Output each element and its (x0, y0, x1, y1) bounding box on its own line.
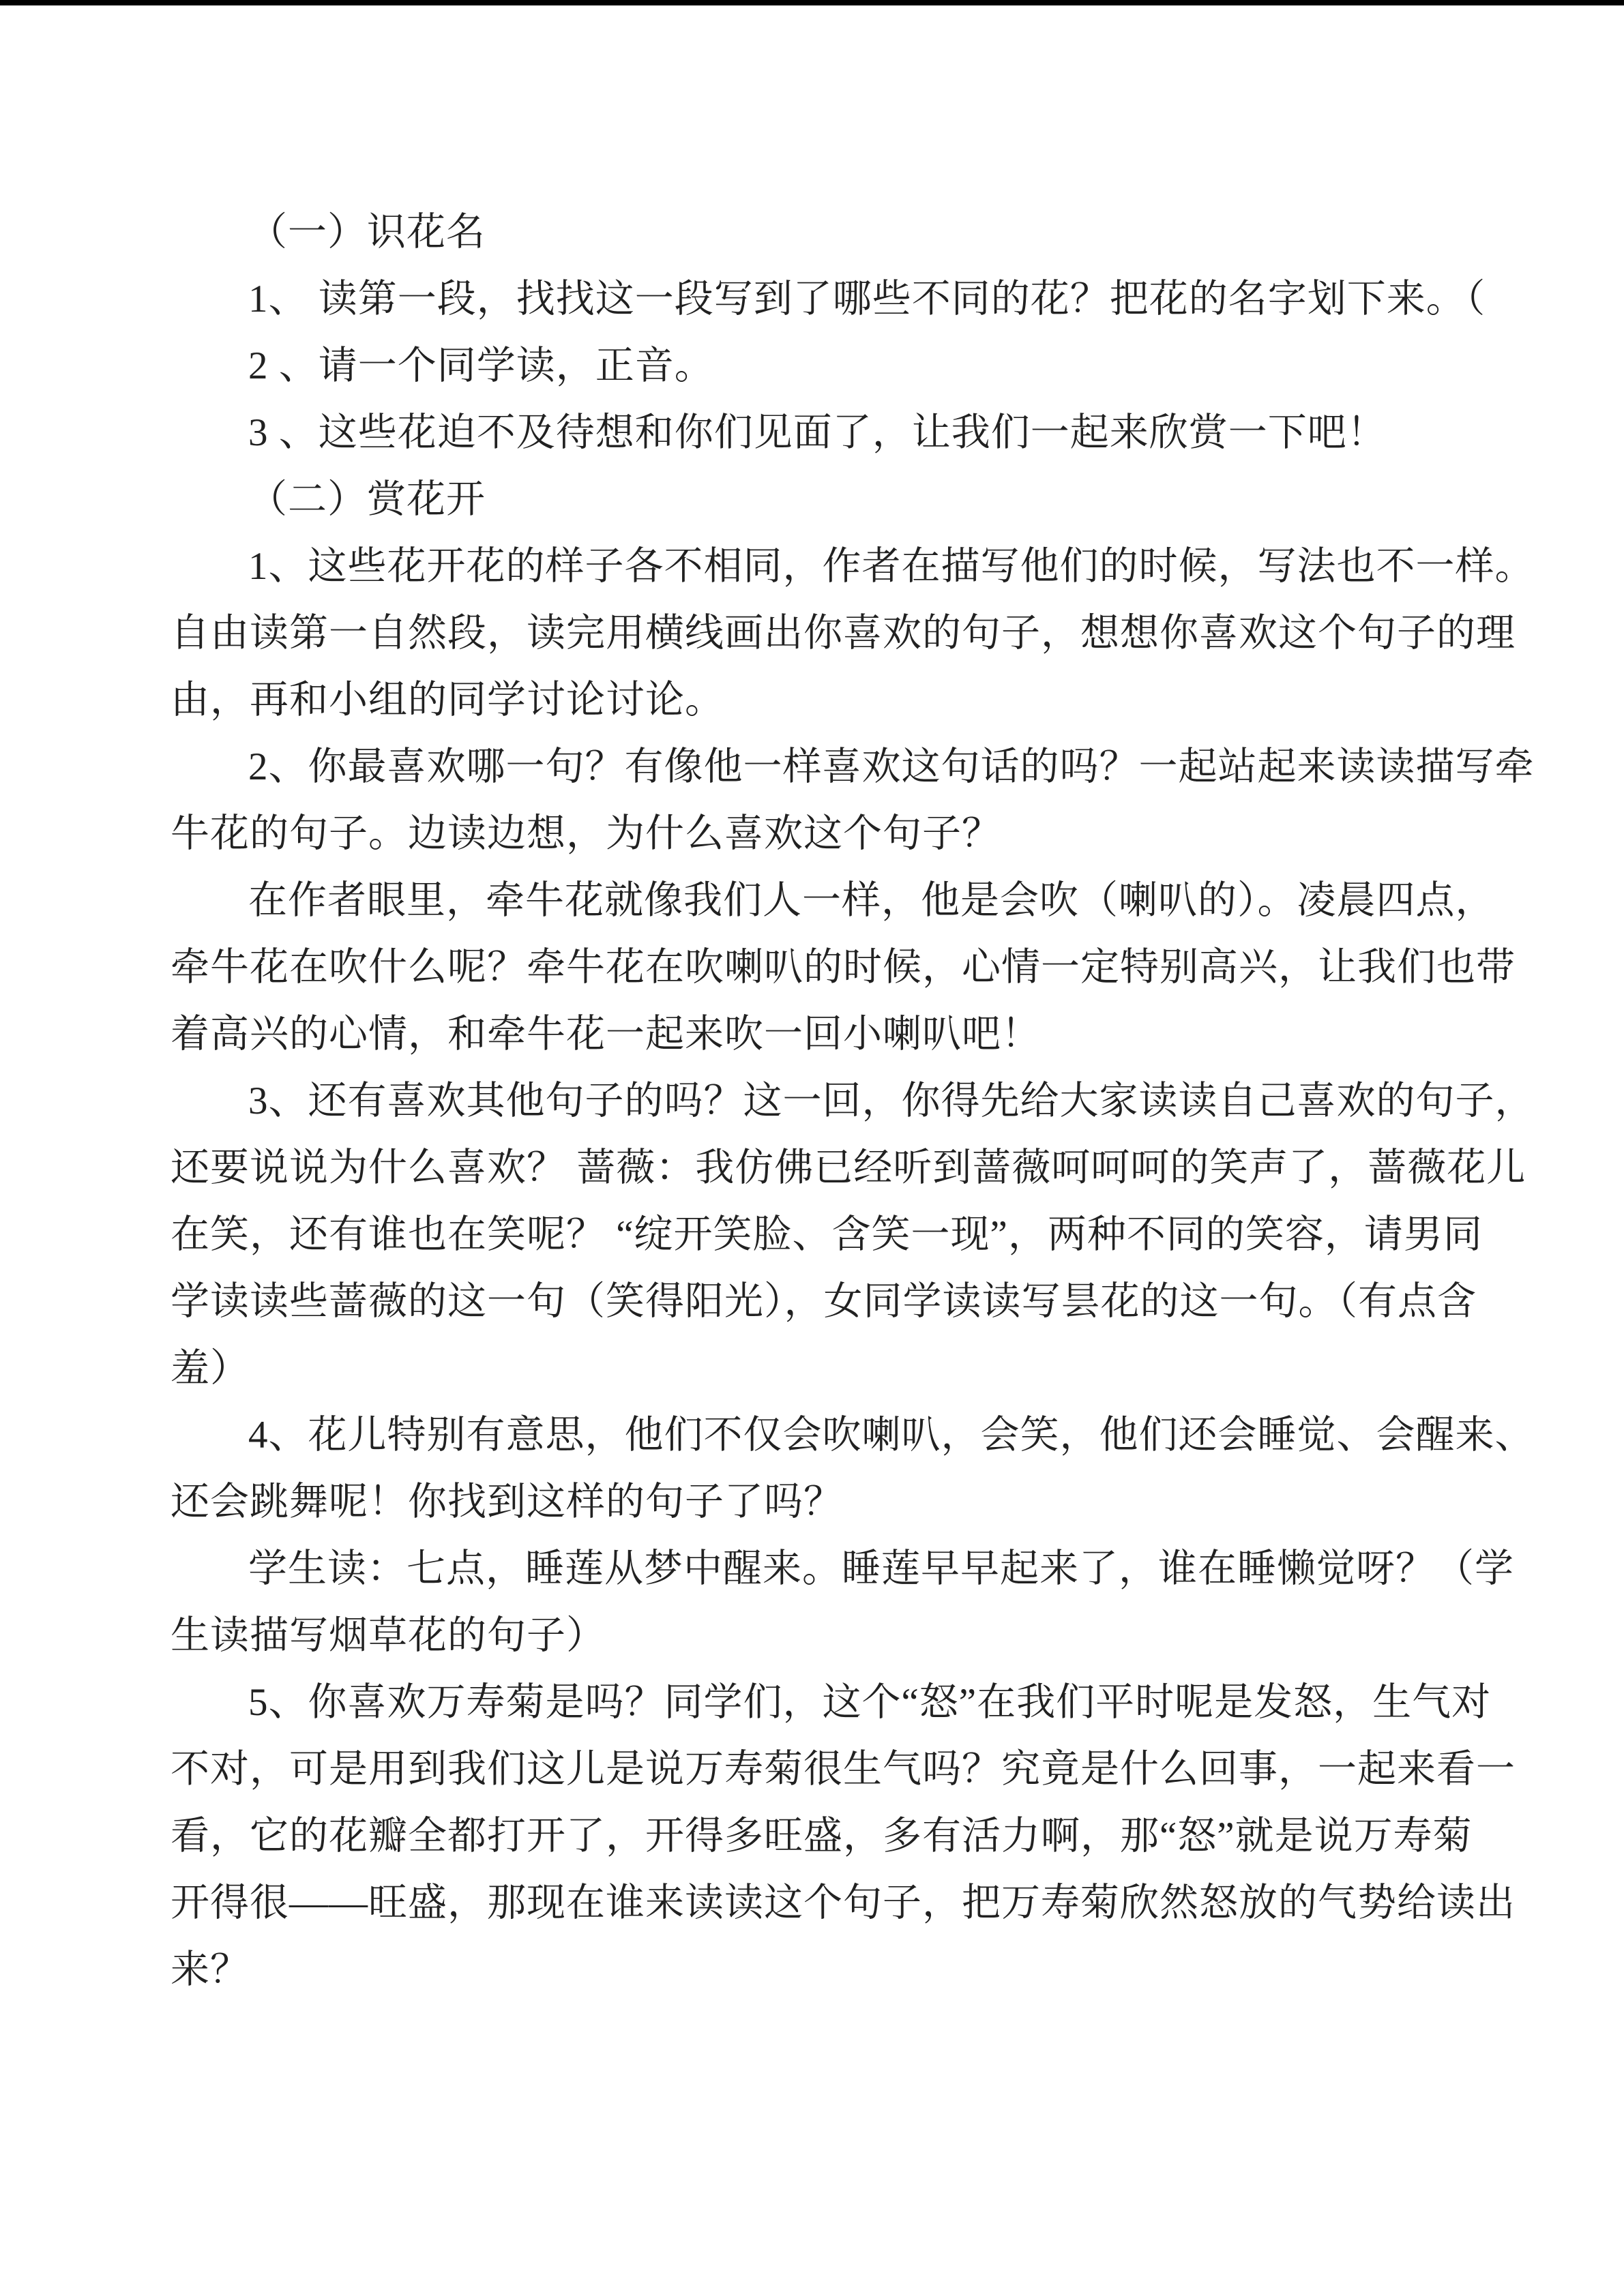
text-line: 生读描写烟草花的句子） (171, 1614, 606, 1657)
text-line: 自由读第一自然段，读完用横线画出你喜欢的句子，想想你喜欢这个句子的理 (171, 612, 1516, 655)
text-line: 在笑，还有谁也在笑呢？ “绽开笑脸、含笑一现”，两种不同的笑容，请男同 (171, 1213, 1483, 1256)
document-body (171, 199, 1535, 2003)
text-line: 在作者眼里，牵牛花就像我们人一样，他是会吹（喇叭的）。凌晨四点， (248, 879, 1495, 922)
text-line: 牛花的句子。边读边想，为什么喜欢这个句子？ (171, 812, 1001, 855)
text-line: 还要说说为什么喜欢？ 蔷薇：我仿佛已经听到蔷薇呵呵呵的笑声了，蔷薇花儿 (171, 1146, 1526, 1189)
text-line: 还会跳舞呢！你找到这样的句子了吗？ (171, 1480, 843, 1523)
text-line: 3、还有喜欢其他句子的吗？这一回，你得先给大家读读自己喜欢的句子， (248, 1079, 1535, 1122)
text-line: （一）识花名 (248, 211, 486, 254)
text-line: 羞） (171, 1347, 250, 1390)
text-line: 1、 读第一段，找找这一段写到了哪些不同的花？把花的名字划下来。（ (248, 278, 1486, 320)
text-line: 5、你喜欢万寿菊是吗？同学们，这个“怒”在我们平时呢是发怒，生气对 (248, 1681, 1492, 1724)
text-line: 由，再和小组的同学讨论讨论。 (171, 679, 724, 721)
page-top-border (0, 0, 1624, 5)
text-line: 3 、这些花迫不及待想和你们见面了，让我们一起来欣赏一下吧！ (248, 411, 1387, 454)
text-line: 来？ (171, 1948, 250, 1991)
text-line: 不对，可是用到我们这儿是说万寿菊很生气吗？究竟是什么回事，一起来看一 (171, 1748, 1516, 1791)
text-line: 学生读：七点，睡莲从梦中醒来。睡莲早早起来了，谁在睡懒觉呀？（学 (248, 1547, 1514, 1590)
text-line: 2 、请一个同学读，正音。 (248, 344, 714, 387)
text-line: （二）赏花开 (248, 478, 486, 521)
text-line: 4、花儿特别有意思，他们不仅会吹喇叭，会笑，他们还会睡觉、会醒来、 (248, 1414, 1535, 1457)
text-line: 牵牛花在吹什么呢？牵牛花在吹喇叭的时候，心情一定特别高兴，让我们也带 (171, 946, 1516, 989)
text-line: 开得很——旺盛，那现在谁来读读这个句子，把万寿菊欣然怒放的气势给读出 (171, 1881, 1516, 1924)
text-line: 着高兴的心情，和牵牛花一起来吹一回小喇叭吧！ (171, 1013, 1041, 1056)
text-line: 1、这些花开花的样子各不相同，作者在描写他们的时候，写法也不一样。 (248, 545, 1535, 588)
text-line: 看，它的花瓣全都打开了，开得多旺盛，多有活力啊，那“怒”就是说万寿菊 (171, 1815, 1473, 1858)
text-line: 2、你最喜欢哪一句？有像他一样喜欢这句话的吗？一起站起来读读描写牵 (248, 745, 1535, 788)
text-line: 学读读些蔷薇的这一句（笑得阳光），女同学读读写昙花的这一句。（有点含 (171, 1280, 1477, 1323)
